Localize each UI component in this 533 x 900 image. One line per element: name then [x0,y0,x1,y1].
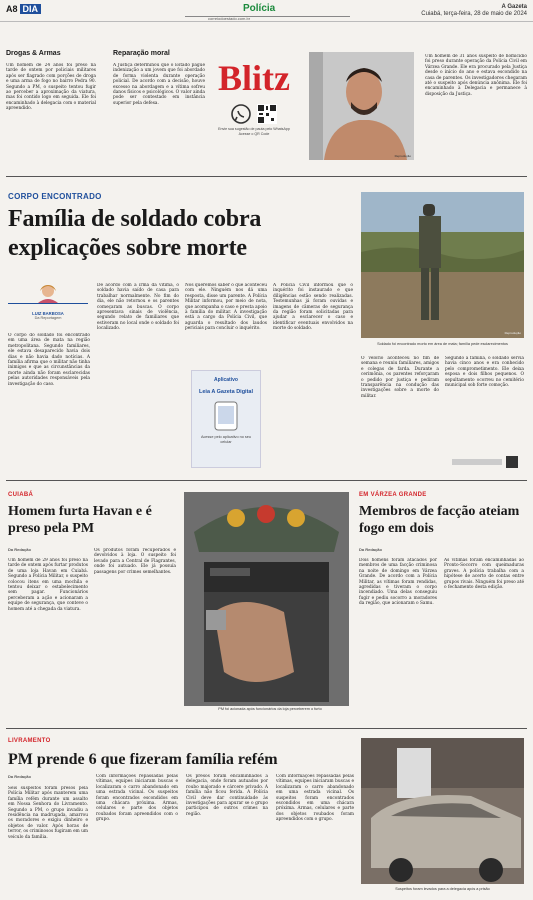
column-title: Drogas & Armas [6,50,61,57]
ad-sub: Acesse pelo aplicativo no seu celular [200,435,252,444]
refem-headline: PM prende 6 que fizeram família refém [8,751,278,768]
page-number: A8 DIA [6,4,41,14]
faccao-headline: Membros de facção ateiam fogo em dois [359,504,520,536]
main-body-4: A Polícia Civil informou que o inquérito foi instaurado e que diligências estão sendo realizadas. Testemunhas já foram ouvidas e imagens de câmeras de segurança da região foram solicitadas para ajudar a esclarecer o caso e identificar eventuais envolvidos na morte do soldado. [273,283,353,332]
author-avatar [8,283,88,305]
car-photo [361,738,524,884]
blitz-contact: Envie sua sugestão de pauta pelo WhatsApp [218,127,290,131]
havan-headline: Homem furta Havan e é preso pela PM [8,504,152,536]
refem-kicker: LIVRAMENTO [8,738,51,744]
author-box [8,283,88,320]
havan-body-2: Os produtos foram recuperados e devolvidos à loja. O suspeito foi levado para a Central de Flagrantes, onde foi autuado. Ele já possuía passagens por crimes semelhantes. [94,548,176,575]
column-text: Um homem de 31 anos suspeito de homicídio foi preso durante operação da Polícia Civil em Várzea Grande. Ele era procurado pela Justiça desde o início do ano e estava escondido na casa de parentes. Os investigadores chegaram até o suspeito após denúncia anônima. Ele foi encaminhado à Delegacia e permanece à disposição da Justiça. [425,54,527,97]
site-url: correiodoestado.com.br [208,16,251,21]
page-tag: DIA [20,4,42,14]
faccao-byline: Da Redação [359,547,382,552]
section-divider [6,480,527,481]
faccao-kicker: EM VÁRZEA GRANDE [359,492,427,498]
column-text: Um homem de 24 anos foi preso na tarde de ontem por policiais militares após ser flagrado com porções de droga e uma arma de fogo no bairro Pedra 90. Segundo a PM, o suspeito tentou fugir ao perceber a aproximação da viatura, mas foi contido logo em seguida. Ele foi encaminhado à delegacia com o material apreendido. [6,63,96,112]
main-body-5: O velório aconteceu no fim de semana e reuniu familiares, amigos e colegas de farda. Durante a cerimônia, os parentes reforçaram o pedido por justiça e pediram transparência na condução das investigações sobre a morte do militar. [361,356,439,399]
refem-byline: Da Redação [8,774,31,779]
car-photo-caption: Suspeitos foram levados para a delegacia após a prisão [395,887,490,891]
main-body-3: Nós queremos saber o que aconteceu com ele. Ninguém nos dá uma resposta, disse um parente. A Polícia Militar informou, por meio de nota, que acompanha o caso e presta apoio à família do militar. A investigação está a cargo da Polícia Civil, que aguarda o resultado dos laudos periciais para concluir o inquérito. [185,283,267,332]
refem-body-1: Seis suspeitos foram presos pela Polícia Militar após manterem uma família refém durante um assalto em Nossa Senhora do Livramento. Segundo a PM, o grupo invadiu a residência na madrugada, amarrou os moradores e exigiu dinheiro e objetos de valor. Após horas de terror, os criminosos fugiram em um veículo da família. [8,786,88,840]
end-mark-icon [452,456,522,468]
column-title: Reparação moral [113,50,170,57]
police-photo [184,492,349,706]
blitz-logo: Blitz [218,58,290,98]
havan-body-1: Um homem de 29 anos foi preso na tarde de ontem após furtar produtos de uma loja Havan em Cuiabá. Segundo a Polícia Militar, o suspeito colocou itens em uma mochila e tentou deixar o estabelecimento sem pagar. Funcionários perceberam a ação e acionaram a equipe de segurança, que conteve o homem até a chegada da viatura. [8,558,88,612]
main-body-1: O corpo do soldado foi encontrado em uma área de mata na região metropolitana. Segundo familiares, ele estava desaparecido havia dois dias e não havia dado notícias. A família afirma que o militar não tinha inimigos e que as circunstâncias da morte ainda não foram esclarecidas pelas autoridades responsáveis pela investigação do caso. [8,333,90,387]
faccao-body-2: As vítimas foram encaminhadas ao Pronto-Socorro com queimaduras graves. A polícia trabalha com a hipótese de acerto de contas entre grupos rivais. Ninguém foi preso até o fechamento desta edição. [444,558,524,591]
soldier-photo-caption: Soldado foi encontrado morto em área de mata; família pede esclarecimentos [377,342,508,346]
whatsapp-icon [231,104,251,124]
section-divider [6,728,527,729]
column-drogas [6,50,96,169]
author-role: Da Reportagem [34,316,62,320]
main-body-2: De acordo com a irmã da vítima, o soldado havia saído de casa para trabalhar normalmente. No fim do dia, ele não retornou e os parentes começaram as buscas. O corpo apresentava sinais de violência, segundo relato de familiares que estiveram no local onde o soldado foi localizado. [97,283,179,332]
soldier-photo [361,192,524,338]
faccao-body-1: Dois homens foram atacados por membros de uma facção criminosa na noite de domingo em Várzea Grande. De acordo com a Polícia Militar, as vítimas foram rendidas, agredidas e tiveram o corpo incendiado. Uma delas conseguiu fugir e pediu socorro a moradores da região, que acionaram o Samu. [359,558,437,607]
ad-title: Aplicativo [214,377,238,383]
newspaper-info [421,4,527,18]
digital-ad [191,370,261,468]
column-reparacao [113,50,205,169]
newspaper-name: A Gazeta [501,4,527,10]
column-text: A Justiça determinou que o Estado pague indenização a um jovem que foi abordado de forma violenta durante operação policial. De acordo com a decisão, houve excesso na abordagem e a vítima sofreu danos físicos e psicológicos. O valor ainda pode ser contestado em instância superior pela defesa. [113,63,205,106]
author-name: LUIZ BARBOSA [32,311,64,316]
section-title: Polícia [243,3,276,14]
main-headline: Família de soldado cobra explicações sobre morte [8,206,262,261]
main-kicker: CORPO ENCONTRADO [8,192,102,201]
refem-body-3: Os presos foram encaminhados à delegacia, onde foram autuados por roubo majorado e cárcere privado. A família não ficou ferida. A Polícia Civil deve dar continuidade às investigações para apurar se o grupo participou de outros crimes na região. [186,774,268,817]
havan-byline: Da Redação [8,547,31,552]
section-divider [6,176,527,177]
photo-credit: Reprodução [394,154,411,158]
blitz-box [210,58,298,158]
edition-date: Cuiabá, terça-feira, 28 de maio de 2024 [421,11,527,17]
police-photo-caption: PM foi acionada após funcionários da loja perceberem o furto [218,707,322,711]
qr-code-icon [257,104,277,124]
refem-body-4: Com informações repassadas pelas vítimas, equipes iniciaram buscas e localizaram o carro abandonado em uma estrada vicinal. Os suspeitos foram encontrados escondidos em uma chácara próxima. Armas, celulares e parte dos objetos roubados foram apreendidos com o grupo. [276,774,354,823]
refem-body-2: Com informações repassadas pelas vítimas, equipes iniciaram buscas e localizaram o carro abandonado em uma estrada vicinal. Os suspeitos foram encontrados escondidos em uma chácara próxima. Armas, celulares e parte dos objetos roubados foram apreendidos com o grupo. [96,774,178,823]
suspect-photo [309,52,414,160]
blitz-qr-note: Acesse o QR Code [238,131,270,136]
photo-credit: Reprodução [504,331,521,335]
main-body-6: Segundo a família, o soldado servia havia cinco anos e era conhecido pelo comprometimento. Ele deixa esposa e dois filhos pequenos. O sepultamento ocorreu no cemitério municipal sob forte comoção. [445,356,524,389]
phone-icon [213,401,239,431]
havan-kicker: CUIABÁ [8,492,34,498]
column-right [425,54,527,159]
ad-label: Leia A Gazeta Digital [199,389,253,395]
